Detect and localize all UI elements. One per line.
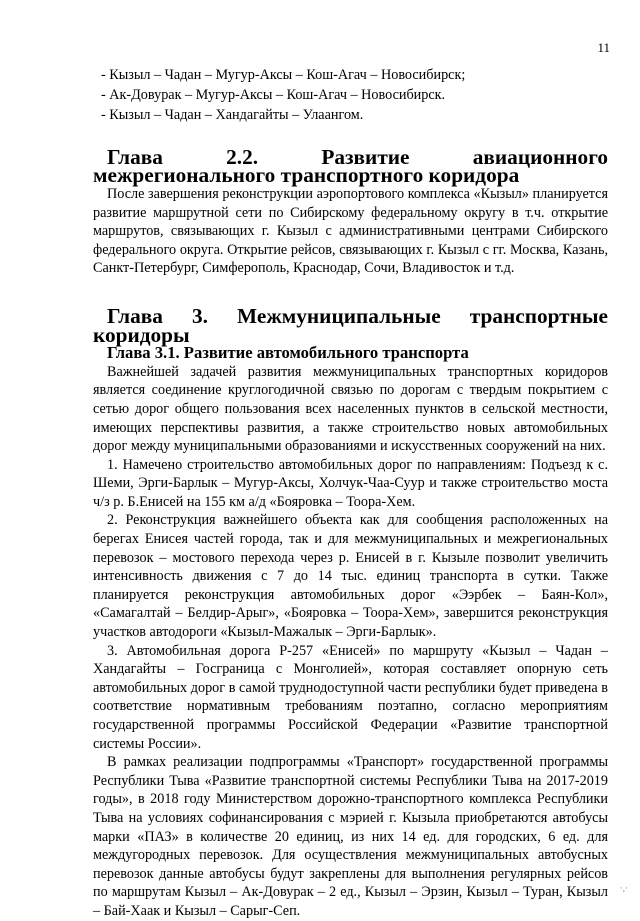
section-3-heading: Глава 3. Межмуниципальные транспортные коридоры bbox=[93, 303, 608, 347]
paragraph-goal: Важнейшей задачей развития межмуниципальных транспортных коридоров является соединение круглогодичной связью по дорогам с твердым покрытием с сетью дорог общего пользования всех населенных пунктов в сельской местности, имеющих перспективы развития, а также строительство новых автомобильных дорог между муниципальными образованиями и искусственных сооружений на них. bbox=[93, 363, 608, 455]
section-3-1-heading: Глава 3.1. Развитие автомобильного транспорта bbox=[107, 343, 469, 363]
page-number: 11 bbox=[597, 40, 610, 55]
paragraph-subprogram: В рамках реализации подпрограммы «Транспорт» государственной программы Республики Тыва «Развитие транспортной системы Республики Тыва на 2017-2019 годы», в 2018 году Министерством дорожно-транспортного комплекса Республики Тыва на условиях софинансирования с мэрией г. Кызыла приобретаются автобусы марки «ПАЗ» в количестве 20 единиц, из них 14 ед. для городских, 6 ед. для междугородных перевозок. Для осуществления межмуниципальных автобусных перевозок данные автобусы будут закреплены для выполнения регулярных рейсов по маршрутам Кызыл – Ак-Довурак – 2 ед., Кызыл – Эрзин, Кызыл – Туран, Кызыл – Бай-Хаак и Кызыл – Сарыг-Сеп. bbox=[93, 754, 608, 919]
route-item: - Кызыл – Чадан – Мугур-Аксы – Кош-Агач – Новосибирск; bbox=[101, 67, 466, 83]
document-body bbox=[93, 66, 608, 921]
route-list bbox=[93, 66, 608, 125]
paragraph-item-3: 3. Автомобильная дорога Р-257 «Енисей» по маршруту «Кызыл – Чадан – Хандагайты – Госграница с Монголией», которая составляет опорную сеть автомобильных дорог в самой труднодоступной части республики будет приведена в соответствие нормативным требованиям поэтапно, согласно мероприятиям государственной программы Российской Федерации «Развитие транспортной системы России». bbox=[93, 642, 608, 752]
section-2-2-heading: Глава 2.2. Развитие авиационного межрегионального транспортного коридора bbox=[93, 144, 608, 188]
paragraph-item-1: 1. Намечено строительство автомобильных дорог по направлениям: Подъезд к с. Шеми, Эрги-Барлык – Мугур-Аксы, Холчук-Чаа-Суур и также строительство моста ч/з р. Б.Енисей на 155 км а/д «Бояровка – Тоора-Хем. bbox=[93, 456, 608, 510]
route-item: - Ак-Довурак – Мугур-Аксы – Кош-Агач – Новосибирск. bbox=[101, 87, 446, 104]
section-2-2-paragraph: После завершения реконструкции аэропортового комплекса «Кызыл» планируется развитие маршрутной сети по Сибирскому федеральному округу в т.ч. открытие маршрутов, связывающих г. Кызыл с административными центрами Сибирского федерального округа. Открытие рейсов, связывающих г. Кызыл с гг. Москва, Казань, Санкт-Петербург, Симферополь, Краснодар, Сочи, Владивосток и т.д. bbox=[93, 185, 608, 277]
paragraph-item-2: 2. Реконструкция важнейшего объекта как для сообщения расположенных на берегах Енисея частей города, так и для межмуниципальных и межрегиональных перевозок – мостового перехода через р. Енисей в г. Кызыле позволит увеличить интенсивность движения с 7 до 14 тыс. единиц транспорта в сутки. Также планируется реконструкция автомобильных дорог «Ээрбек – Баян-Кол», «Самагалтай – Белдир-Арыг», «Бояровка – Тоора-Хем», завершится реконструкция участков автодороги «Кызыл-Мажалык – Эрги-Барлык». bbox=[93, 512, 608, 641]
corner-mark: ·,· bbox=[619, 883, 628, 893]
route-item: - Кызыл – Чадан – Хандагайты – Улаангом. bbox=[101, 107, 364, 124]
